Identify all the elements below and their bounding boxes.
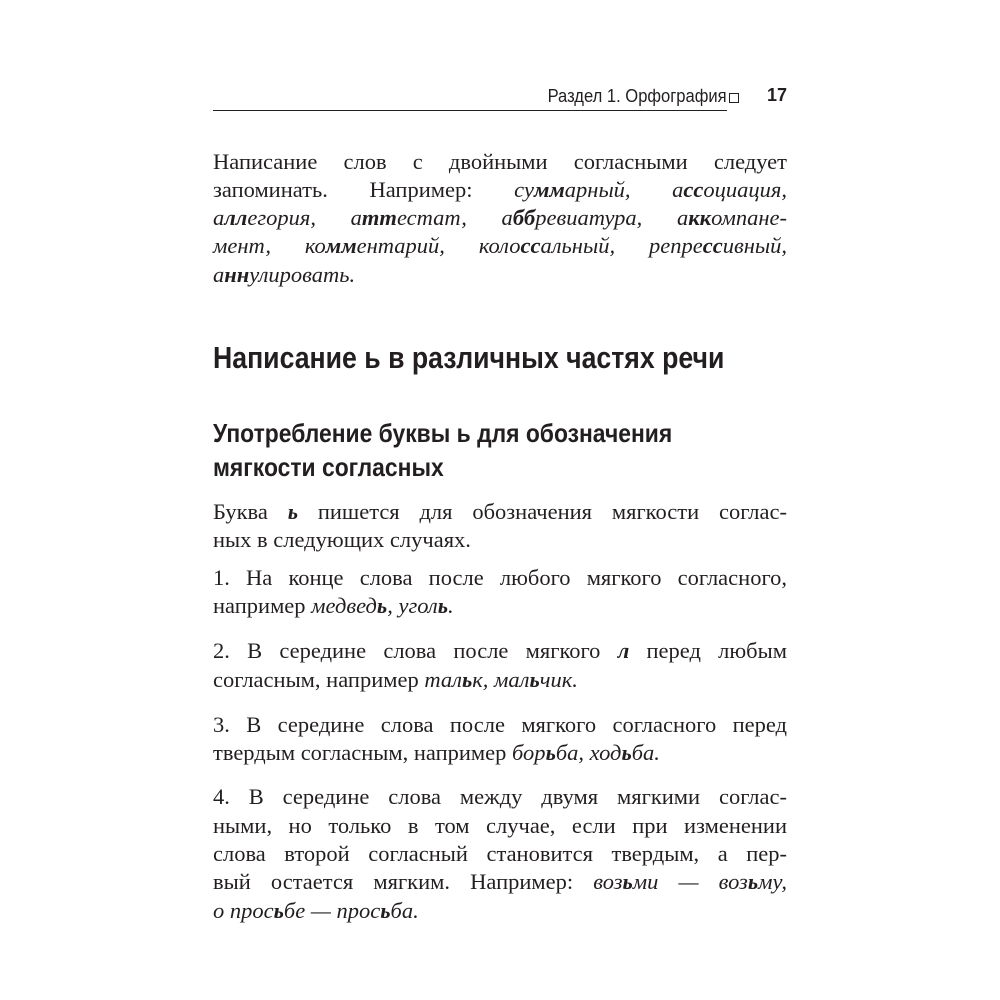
emphasis-run: а: [213, 262, 225, 287]
emphasis-run: ба, ход: [555, 740, 622, 765]
text-run: 1. На конце слова после любого мягкого согласного,: [213, 565, 787, 590]
emphasis-run: улировать.: [249, 262, 356, 287]
paragraph-line: [213, 498, 787, 526]
text-run: твердым согласным, например: [213, 740, 513, 765]
emphasis-run: сс: [702, 233, 723, 258]
paragraph-line: [213, 812, 787, 840]
text-run: перед любым: [629, 638, 787, 663]
emphasis-run: егория, а: [247, 205, 362, 230]
emphasis-run: ревиатура, а: [535, 205, 689, 230]
emphasis-run: тт: [361, 205, 397, 230]
text-run: ных в следующих случаях.: [213, 527, 471, 552]
running-header: [213, 84, 787, 110]
text-run: пишется для обозначения мягкости соглас-: [297, 499, 787, 524]
paragraph-line: [213, 840, 787, 868]
emphasis-run: .: [448, 593, 454, 618]
paragraph-line: [213, 711, 787, 739]
paragraph-line: [213, 564, 787, 592]
emphasis-run: естат, а: [396, 205, 513, 230]
paragraph-line: [213, 739, 787, 767]
emphasis-run: ь: [380, 898, 391, 923]
paragraph-line: [213, 148, 787, 176]
emphasis-run: му,: [758, 869, 787, 894]
emphasis-run: , угол: [387, 593, 438, 618]
paragraph-line: [213, 897, 787, 925]
emphasis-run: бе — прос: [283, 898, 381, 923]
subheading-line: мягкости согласных: [213, 452, 444, 482]
paragraph-line: [213, 868, 787, 896]
header-rule: [213, 110, 727, 111]
paragraph-line: [213, 526, 787, 554]
emphasis-run: ба.: [631, 740, 660, 765]
emphasis-run: медвед: [311, 593, 377, 618]
text-run: 2. В середине слова после мягкого: [213, 638, 618, 663]
section-heading: Написание ь в различных частях речи: [213, 340, 725, 375]
text-run: 3. В середине слова после мягкого согласного перед: [213, 712, 787, 737]
emphasis-run: лл: [224, 205, 248, 230]
text-run: запоминать. Например:: [213, 177, 515, 202]
paragraph-line: [213, 666, 787, 694]
emphasis-run: тал: [424, 667, 462, 692]
section-title: Раздел 1. Орфография: [548, 86, 727, 106]
emphasis-run: ба.: [390, 898, 419, 923]
text-run: слова второй согласный становится твердым, а пер-: [213, 841, 787, 866]
emphasis-run: оциация,: [703, 177, 787, 202]
emphasis-run: су: [514, 177, 534, 202]
text-run: Буква: [213, 499, 288, 524]
emphasis-run: о прос: [213, 898, 274, 923]
emphasis-run: чик.: [539, 667, 578, 692]
emphasis-run: ь: [376, 593, 388, 618]
emphasis-run: омпане-: [711, 205, 787, 230]
emphasis-run: ентарий, коло: [356, 233, 521, 258]
emphasis-run: мм: [533, 177, 565, 202]
paragraph-line: [213, 176, 787, 204]
emphasis-run: бор: [512, 740, 546, 765]
emphasis-run: ь: [461, 667, 473, 692]
text-run: 4. В середине слова между двумя мягкими соглас-: [213, 784, 787, 809]
emphasis-run: а: [213, 205, 225, 230]
emphasis-run: л: [617, 638, 630, 663]
emphasis-run: сс: [520, 233, 541, 258]
paragraph-line: [213, 783, 787, 811]
emphasis-run: нн: [224, 262, 250, 287]
emphasis-run: ь: [545, 740, 556, 765]
text-run: Написание слов с двойными согласными следует: [213, 149, 787, 174]
emphasis-run: к, мал: [472, 667, 530, 692]
emphasis-run: мм: [325, 233, 357, 258]
emphasis-run: ь: [622, 869, 633, 894]
emphasis-run: сс: [683, 177, 704, 202]
subheading-line: Употребление буквы ь для обозначения: [213, 418, 673, 448]
text-run: например: [213, 593, 312, 618]
paragraph-line: [213, 592, 787, 620]
text-run: ными, но только в том случае, если при изменении: [213, 813, 787, 838]
emphasis-run: кк: [688, 205, 712, 230]
emphasis-run: ми — воз: [632, 869, 748, 894]
emphasis-run: ь: [621, 740, 632, 765]
text-run: вый остается мягким. Например:: [213, 869, 594, 894]
emphasis-run: ь: [529, 667, 540, 692]
square-bullet-icon: [729, 93, 739, 103]
emphasis-run: бб: [512, 205, 536, 230]
page-number: 17: [766, 85, 787, 105]
emphasis-run: мент, ко: [213, 233, 326, 258]
paragraph-line: [213, 204, 787, 232]
emphasis-run: ь: [273, 898, 284, 923]
emphasis-run: ь: [747, 869, 759, 894]
emphasis-run: арный, а: [564, 177, 684, 202]
emphasis-run: воз: [593, 869, 623, 894]
emphasis-run: ь: [287, 499, 298, 524]
paragraph-line: [213, 261, 787, 289]
paragraph-line: [213, 637, 787, 665]
paragraph-line: [213, 232, 787, 260]
emphasis-run: ивный,: [722, 233, 787, 258]
text-run: согласным, например: [213, 667, 425, 692]
emphasis-run: альный, репре: [540, 233, 703, 258]
emphasis-run: ь: [437, 593, 449, 618]
